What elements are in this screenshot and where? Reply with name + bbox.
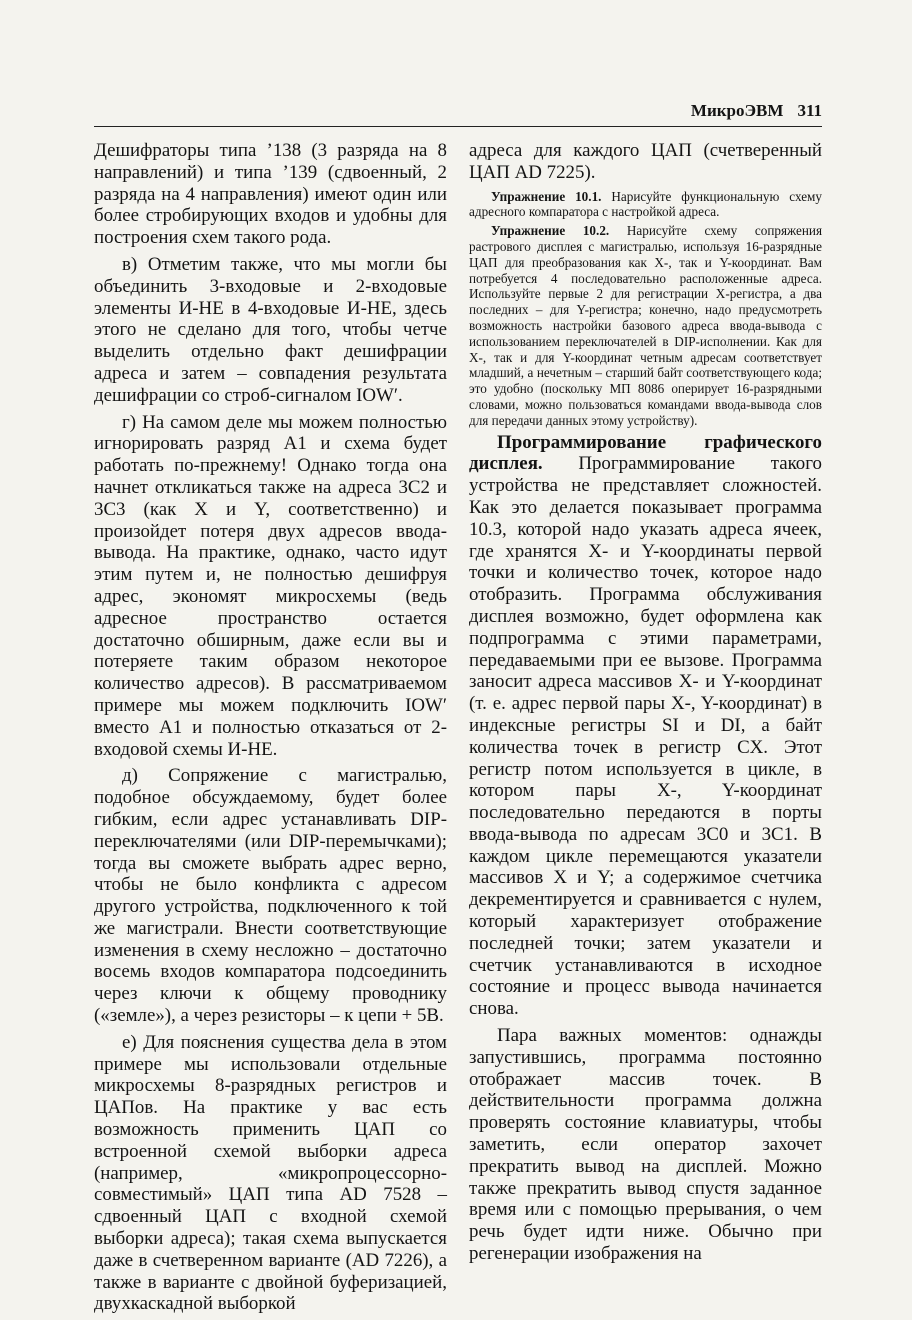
exercise-10-2 — [469, 223, 822, 428]
page-number: 311 — [797, 101, 822, 120]
subsection-heading: Программирование графического дисплея. — [469, 431, 822, 475]
header-rule — [94, 126, 822, 127]
paragraph-d: д) Сопряжение с магистралью, подобное обсуждаемому, будет более гибким, если адрес устанавливать DIP-переключателями (или DIP-перемычками); тогда вы сможете выбрать адрес верно, чтобы не было конфликта с адресом другого устройства, подключенного к той же магистрали. Внести соответствующие изменения в схему несложно – достаточно восемь входов компаратора подсоединить через ключи к общему проводнику («земле»), а через резисторы – к цепи + 5В. — [94, 765, 447, 1027]
paragraph-continuation: адреса для каждого ЦАП (счетверенный ЦАП AD 7225). — [469, 140, 822, 183]
right-column — [469, 140, 822, 1270]
exercise-label: Упражнение 10.2. — [491, 223, 610, 239]
left-column — [94, 140, 447, 1320]
paragraph-e: е) Для пояснения существа дела в этом примере мы использовали отдельные микросхемы 8-разрядных регистров и ЦАПов. На практике у вас есть возможность применить ЦАП со встроенной схемой выборки адреса (например, «микропроцессорно-совместимый» ЦАП типа AD 7528 – сдвоенный ЦАП с входной схемой выборки адреса); такая схема выпускается даже в счетверенном варианте (AD 7226), а также в варианте с двойной буферизацией, двухкаскадной выборкой — [94, 1031, 447, 1315]
paragraph-decoders: Дешифраторы типа ’138 (3 разряда на 8 направлений) и типа ’139 (сдвоенный, 2 разряда на 4 направления) имеют один или более стробирующих входов и удобны для построения схем такого рода. — [94, 140, 447, 249]
exercise-text: Нарисуйте функциональную схему адресного компаратора с настройкой адреса. — [469, 188, 822, 220]
exercise-label: Упражнение 10.1. — [491, 188, 602, 204]
exercise-text: Нарисуйте схему сопряжения растрового дисплея с магистралью, используя 16-разрядные ЦАП для преобразования как X-, так и Y-координат. Вам потребуется 4 последовательно расположенные адреса. Используйте первые 2 для регистрации X-регистра, а два последних – для Y-регистра; конечно, надо предусмотреть возможность настройки базового адреса ввода-вывода с использованием переключателей в DIP-исполнении. Как для X-, так и для Y-координат четным адресам соответствует младший, а нечетным – старший байт соответствующего кода; это удобно (поскольку МП 8086 оперирует 16-разрядными словами, можно пользоваться командами ввода-вывода слов для передачи данных этому устройству). — [469, 223, 823, 428]
paragraph-important-points: Пара важных моментов: однажды запустившись, программа постоянно отображает массив точек. В действительности программа должна проверять состояние клавиатуры, чтобы заметить, если оператор захочет прекратить вывод на дисплей. Можно также прекратить вывод спустя заданное время или с помощью прерывания, о чем речь будет идти ниже. Обычно при регенерации изображения на — [469, 1025, 822, 1265]
paragraph-graphics-programming — [469, 432, 822, 1021]
paragraph-g: г) На самом деле мы можем полностью игнорировать разряд A1 и схема будет работать по-прежнему! Однако тогда она начнет откликаться также на адреса 3C2 и 3C3 (как X и Y, соответственно) и произойдет потеря двух адресов ввода-вывода. На практике, однако, часто идут этим путем и, не полностью дешифруя адрес, экономят микросхемы (ведь адресное пространство остается достаточно обширным, даже если вы и потеряете таким образом некоторое количество адресов). В рассматриваемом примере мы можем подключить IOW′ вместо A1 и полностью отказаться от 2-входовой схемы И-НЕ. — [94, 411, 447, 760]
paragraph-v: в) Отметим также, что мы могли бы объединить 3-входовые и 2-входовые элементы И-НЕ в 4-входовые И-НЕ, здесь этого не сделано для того, чтобы четче выделить отдельно факт дешифрации адреса и затем – совпадения результата дешифрации со строб-сигналом IOW′. — [94, 253, 447, 406]
exercise-10-1 — [469, 189, 822, 221]
section-title: МикроЭВМ — [690, 101, 784, 120]
subsection-text: Программирование такого устройства не представляет сложностей. Как это делается показывает программа 10.3, которой надо указать адреса ячеек, где хранятся X- и Y-координаты первой точки и количество точек, которое надо отобразить. Программа обслуживания дисплея возможно, будет оформлена как подпрограмма с этими параметрами, передаваемыми при ее вызове. Программа заносит адреса массивов X- и Y-координат (т. е. адрес первой пары X-, Y-координат) в индексные регистры SI и DI, а байт количества точек в регистр CX. Этот регистр потом используется в цикле, в котором пары X-, Y-координат последовательно передаются в порты ввода-вывода по адресам 3C0 и 3C1. В каждом цикле перемещаются указатели массивов X и Y; а содержимое счетчика декрементируется и сравнивается с нулем, который характеризует отображение последней точки; затем указатели и счетчик устанавливаются в исходное состояние и процесс вывода начинается снова. — [469, 453, 822, 1020]
running-header — [94, 101, 822, 121]
